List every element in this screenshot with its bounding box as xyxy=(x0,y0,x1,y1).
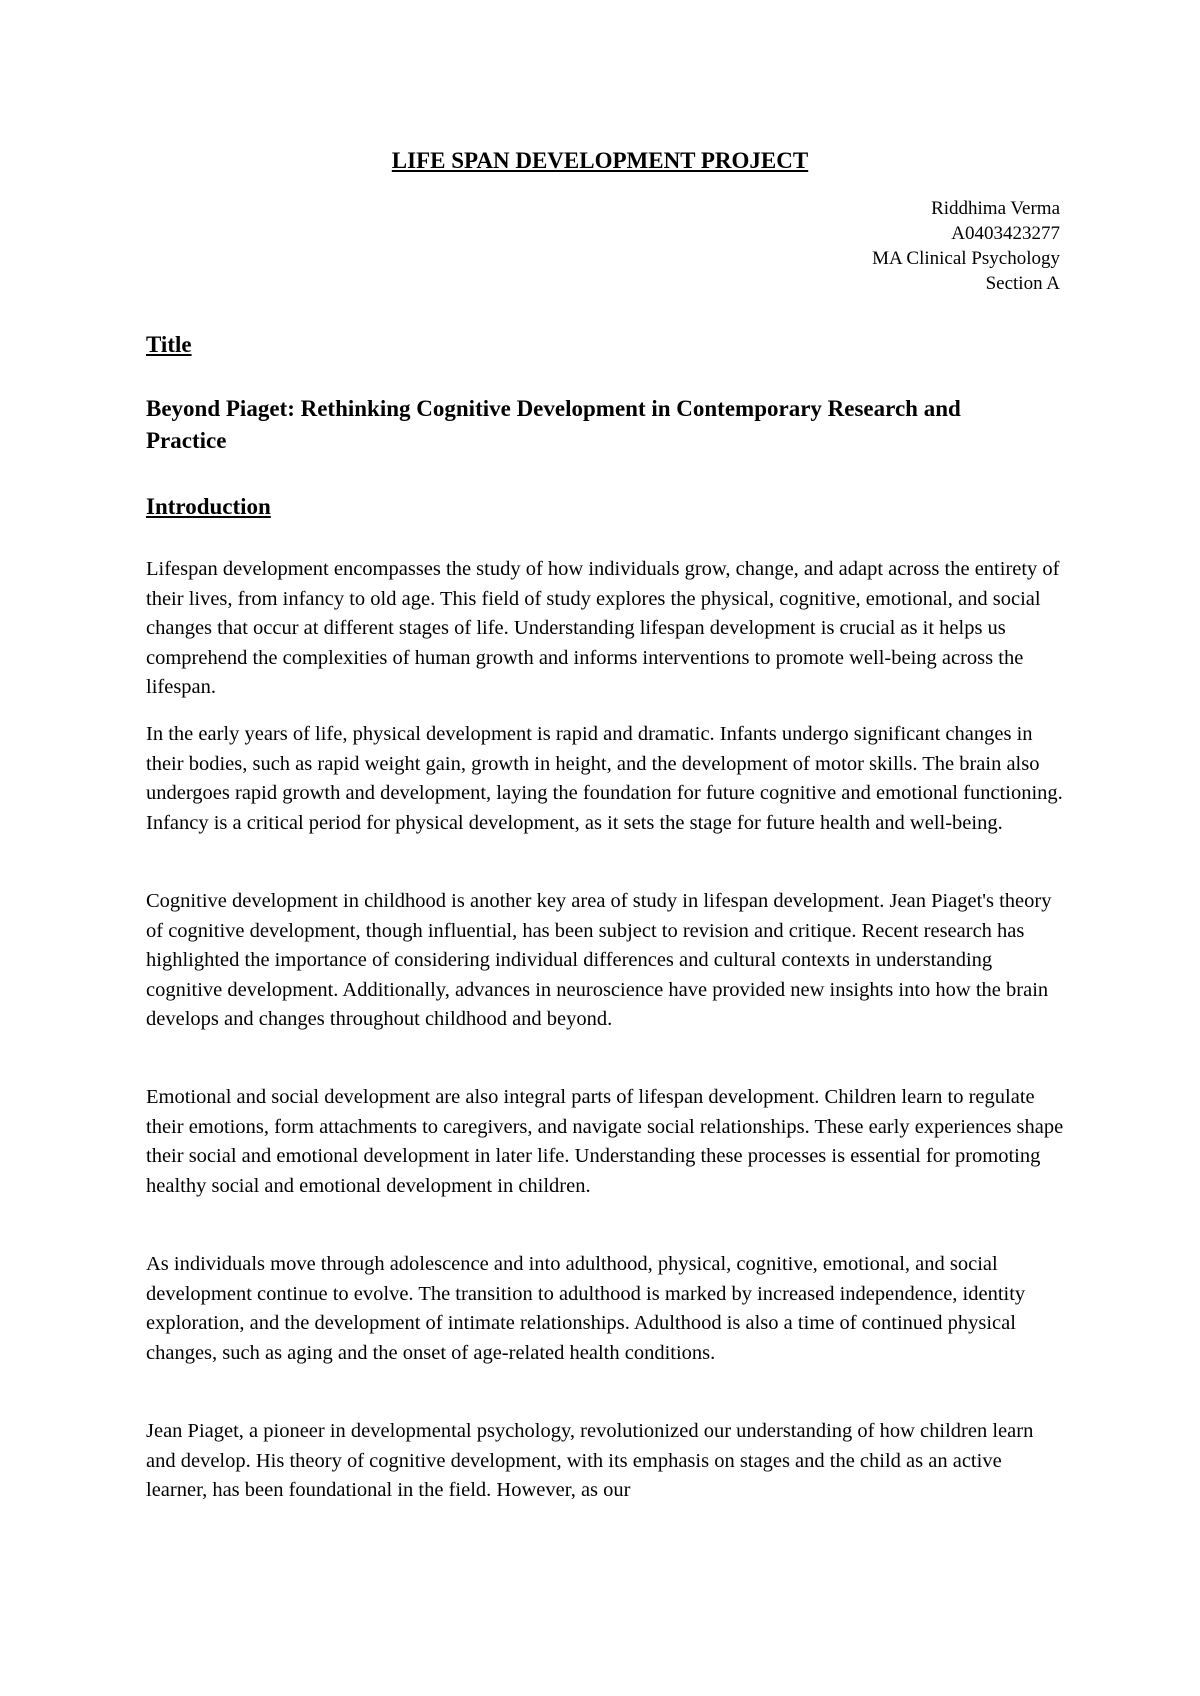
title-section xyxy=(146,330,1066,360)
author-program: MA Clinical Psychology xyxy=(872,248,1060,269)
paragraph-6-block xyxy=(146,1417,1066,1506)
paragraph: Jean Piaget, a pioneer in developmental psychology, revolutionized our understanding of how children learn and develop. His theory of cognitive development, with its emphasis on stages and the child as an active learner, has been foundational in the field. However, as our xyxy=(146,1420,1034,1502)
author-section: Section A xyxy=(985,273,1060,294)
paragraph-4-block xyxy=(146,1083,1066,1201)
paragraph: Lifespan development encompasses the study of how individuals grow, change, and adapt across the entirety of their lives, from infancy to old age. This field of study explores the physical, cognitive, emotional, and social changes that occur at different stages of life. Understanding lifespan development is crucial as it helps us comprehend the complexities of human growth and informs interventions to promote well-being across the lifespan. xyxy=(146,558,1060,699)
author-id: A0403423277 xyxy=(951,223,1060,244)
paragraph: In the early years of life, physical development is rapid and dramatic. Infants undergo significant changes in their bodies, such as rapid weight gain, growth in height, and the development of motor skills. The brain also undergoes rapid growth and development, laying the foundation for future cognitive and emotional functioning. Infancy is a critical period for physical development, as it sets the stage for future health and well-being. xyxy=(146,723,1063,834)
document-title: LIFE SPAN DEVELOPMENT PROJECT xyxy=(391,148,809,173)
paragraph-1-block xyxy=(146,555,1066,703)
paper-title-block xyxy=(146,393,1066,457)
paragraph-5-block xyxy=(146,1250,1066,1368)
paragraph: Cognitive development in childhood is another key area of study in lifespan development. Jean Piaget's theory of cognitive development, though influential, has been subject to revision and critique. Recent research has highlighted the importance of considering individual differences and cultural contexts in understanding cognitive development. Additionally, advances in neuroscience have provided new insights into how the brain develops and changes throughout childhood and beyond. xyxy=(146,890,1052,1031)
author-name: Riddhima Verma xyxy=(931,198,1060,219)
introduction-heading-block xyxy=(146,492,1066,522)
paragraph-2-block xyxy=(146,720,1066,838)
paragraph-3-block xyxy=(146,887,1066,1035)
paragraph: As individuals move through adolescence and into adulthood, physical, cognitive, emotional, and social development continue to evolve. The transition to adulthood is marked by increased independence, identity exploration, and the development of intimate relationships. Adulthood is also a time of continued physical changes, such as aging and the onset of age-related health conditions. xyxy=(146,1253,1026,1364)
introduction-heading: Introduction xyxy=(146,494,271,519)
paper-title: Beyond Piaget: Rethinking Cognitive Development in Contemporary Research and Practice xyxy=(146,396,961,453)
author-info xyxy=(872,196,1060,296)
title-heading: Title xyxy=(146,332,192,357)
paragraph: Emotional and social development are also integral parts of lifespan development. Children learn to regulate their emotions, form attachments to caregivers, and navigate social relationships. These early experiences shape their social and emotional development in later life. Understanding these processes is essential for promoting healthy social and emotional development in children. xyxy=(146,1086,1064,1197)
